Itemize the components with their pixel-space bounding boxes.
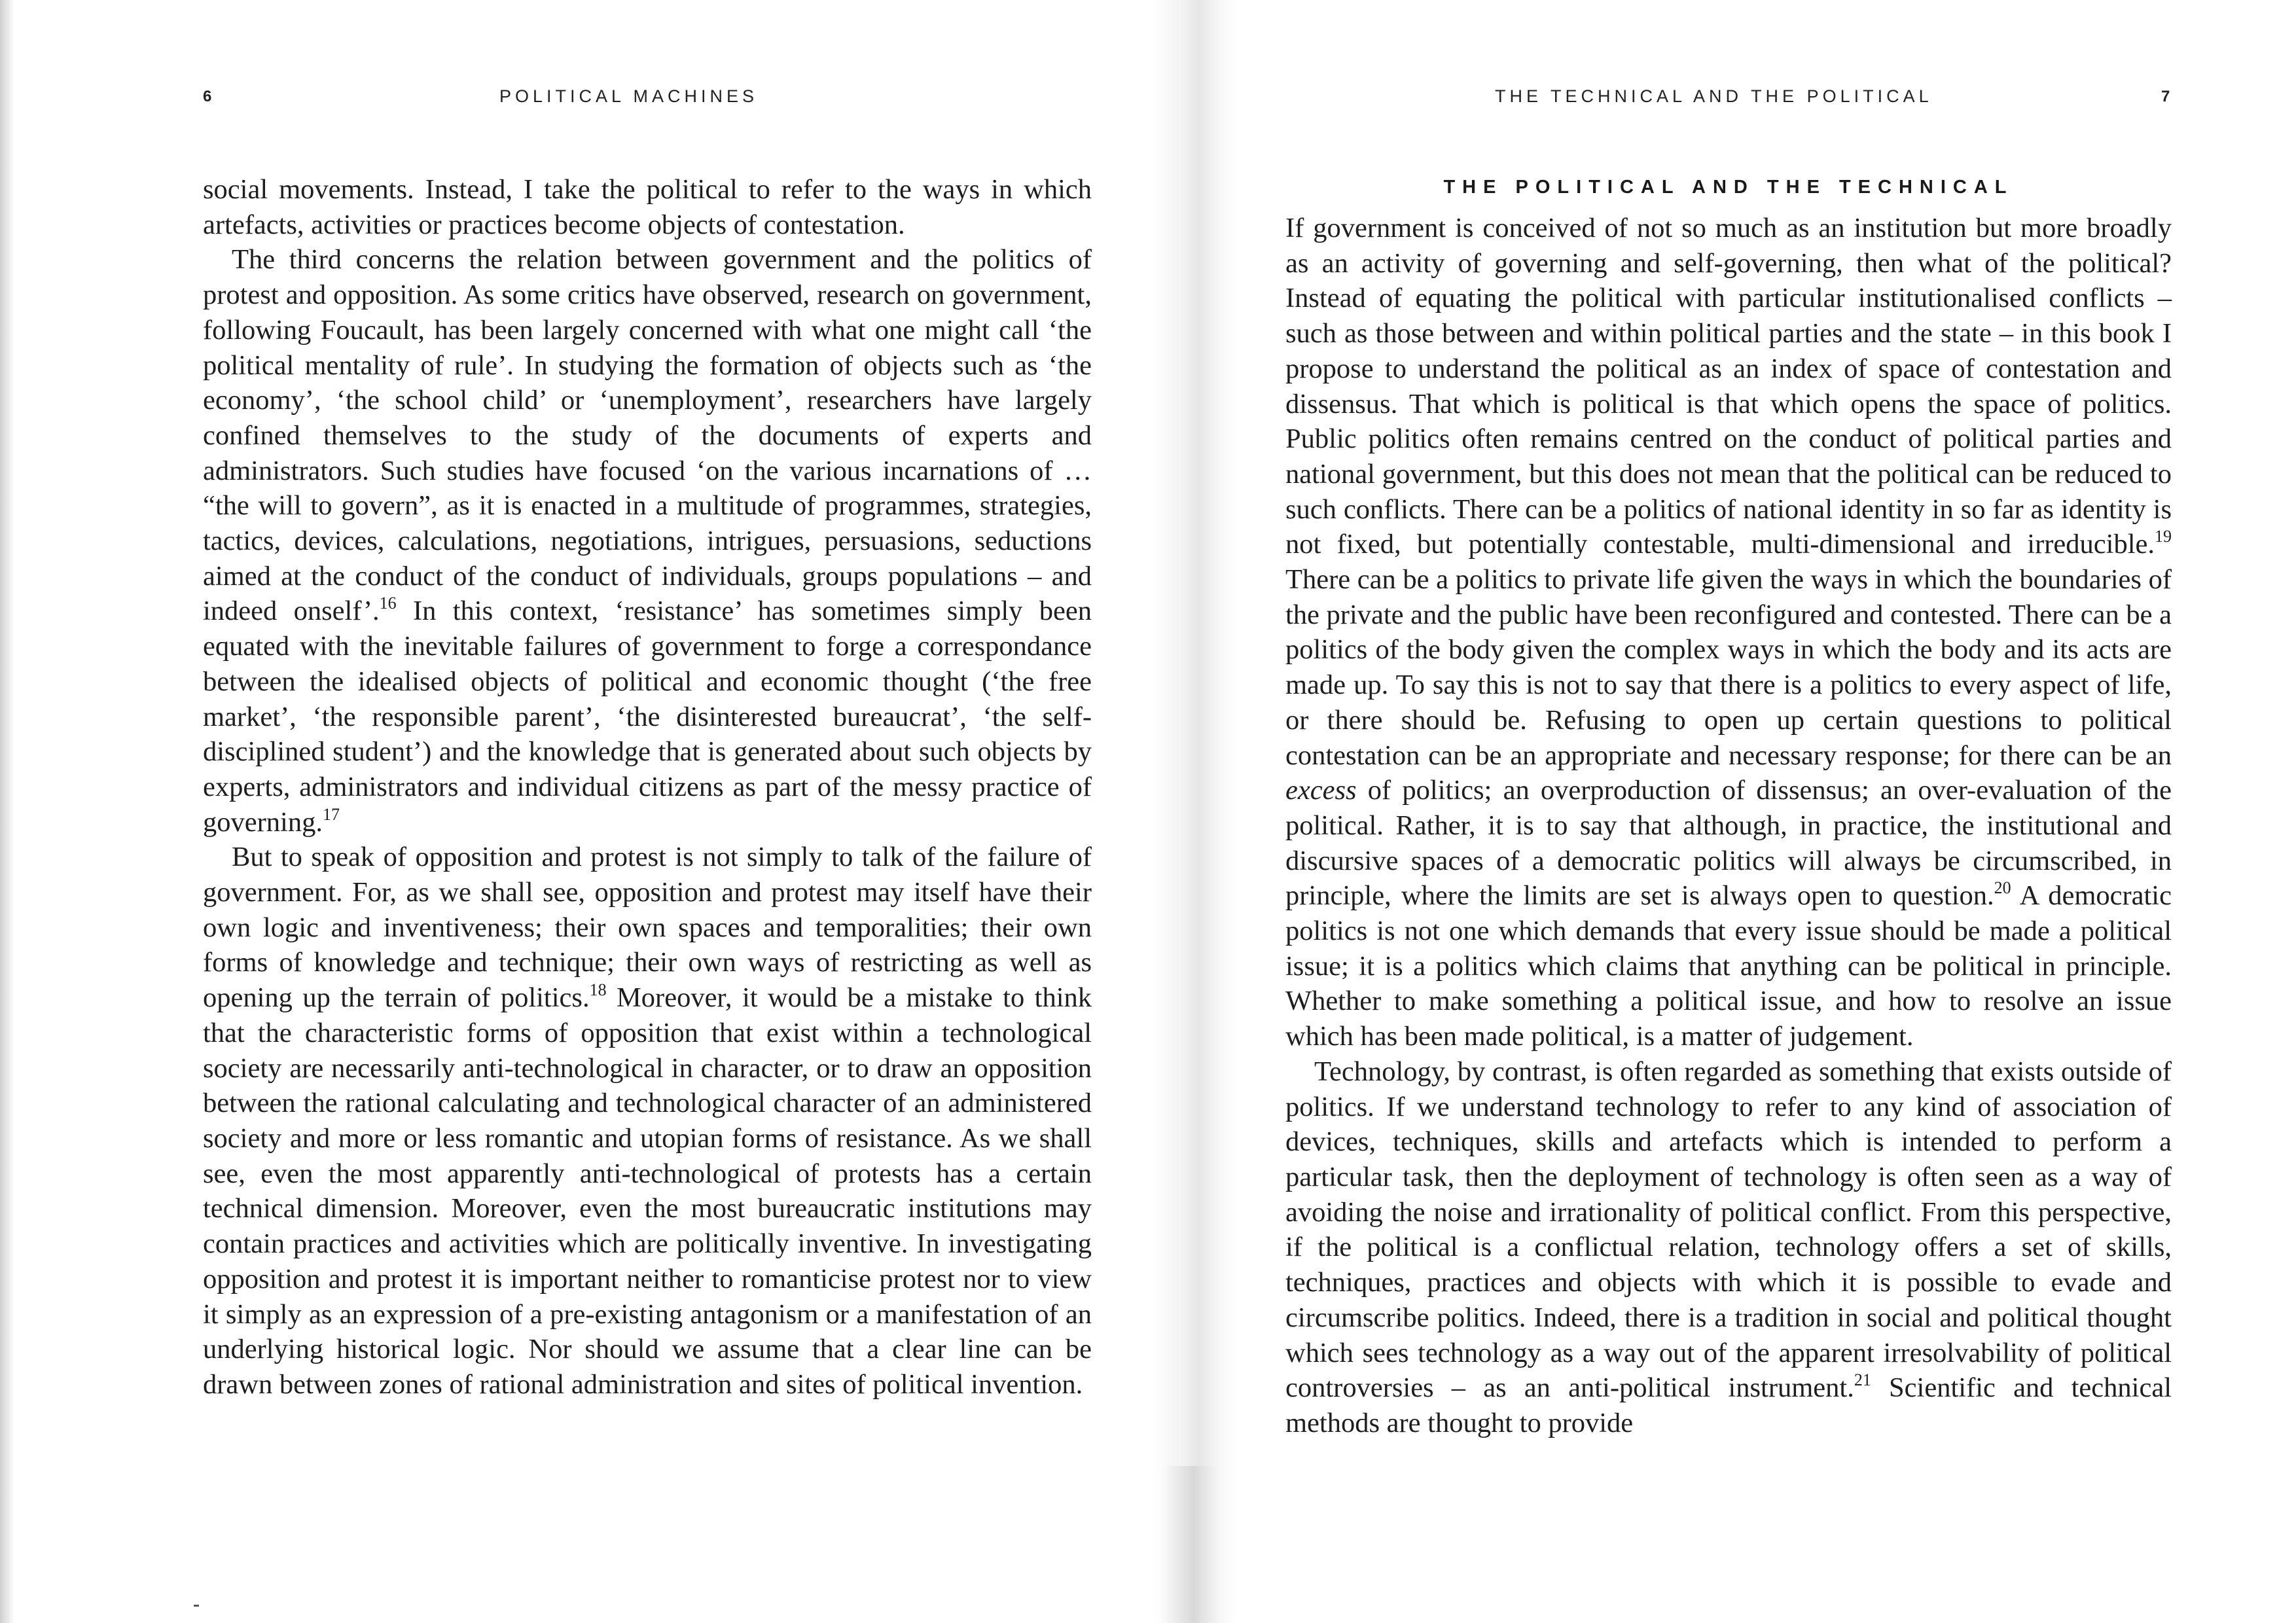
right-page-number: 7 xyxy=(2161,88,2170,105)
footnote-ref: 16 xyxy=(379,594,397,613)
book-gutter xyxy=(1152,0,1237,1623)
footnote-ref: 21 xyxy=(1854,1370,1871,1390)
paragraph: social movements. Instead, I take the political to refer to the ways in which artefacts, activities or practices become objects of contestation. xyxy=(203,174,1092,240)
footnote-ref: 20 xyxy=(1994,878,2011,898)
left-running-head: POLITICAL MACHINES xyxy=(499,86,759,106)
footnote-ref: 17 xyxy=(322,804,340,824)
right-running-head: THE TECHNICAL AND THE POLITICAL xyxy=(1495,86,1933,106)
scan-speck xyxy=(194,1605,199,1607)
paragraph: Technology, by contrast, is often regarded as something that exists outside of politics. If we understand technology to refer to any kind of association of devices, techniques, skills and artefacts which is intended to perform a particular task, then the deployment of technology is often seen as a way of avoiding the noise and irrationality of political conflict. From this perspective, if the political is a conflictual relation, technology offers a set of skills, techniques, practices and objects with which it is possible to evade and circumscribe politics. Indeed, there is a tradition in social and political thought which sees technology as a way out of the apparent irresolvability of political controversies – as an anti-political instrument.$^{21}$ Scientific and technical methods are thought to provide xyxy=(1285,1056,2172,1438)
paragraph: The third concerns the relation between government and the politics of protest and opposition. As some critics have observed, research on government, following Foucault, has been largely concerned with what one might call ‘the political mentality of rule’. In studying the formation of objects such as ‘the economy’, ‘the school child’ or ‘unemployment’, researchers have largely confined themselves to the study of the documents of experts and administrators. Such studies have focused ‘on the various incarnations of … “the will to govern”, as it is enacted in a multitude of programmes, strategies, tactics, devices, calculations, negotiations, intrigues, persuasions, seductions aimed at the conduct of the conduct of individuals, groups populations – and indeed onself’.$^{16}$ In this context, ‘resistance’ has sometimes simply been equated with the inevitable failures of government to forge a correspondance between the idealised objects of political and economic thought (‘the free market’, ‘the responsible parent’, ‘the disinterested bureaucrat’, ‘the self-disciplined student’) and the knowledge that is generated about such objects by experts, administrators and individual citizens as part of the messy practice of governing.$^{17}$ xyxy=(203,244,1092,838)
paragraph: If government is conceived of not so much as an institution but more broadly as an activity of governing and self-governing, then what of the political? Instead of equating the political with particular institutionalised conflicts – such as those between and within political parties and the state – in this book I propose to understand the political as an index of space of contestation and dissensus. That which is political is that which opens the space of politics. Public politics often remains centred on the conduct of political parties and national government, but this does not mean that the political can be reduced to such conflicts. There can be a politics of national identity in so far as identity is not fixed, but potentially contestable, multi-dimensional and irreducible.$^{19}$ There can be a politics to private life given the ways in which the boundaries of the private and the public have been reconfigured and contested. There can be a politics of the body given the complex ways in which the body and its acts are made up. To say this is not to say that there is a politics to every aspect of life, or there should be. Refusing to open up certain questions to political contestation can be an appropriate and necessary response; for there can be an excess of politics; an overproduction of dissensus; an over-evaluation of the political. Rather, it is to say that although, in practice, the institutional and discursive spaces of a democratic politics will always be circumscribed, in principle, where the limits are set is always open to question.$^{20}$ A democratic politics is not one which demands that every issue should be made a political issue; it is a politics which claims that anything can be political in principle. Whether to make something a political issue, and how to resolve an issue which has been made political, is a matter of judgement. xyxy=(1285,213,2172,1052)
right-page-body xyxy=(1285,211,2172,1441)
section-heading: THE POLITICAL AND THE TECHNICAL xyxy=(1443,177,2014,198)
left-page-number: 6 xyxy=(203,88,212,105)
emphasis: excess xyxy=(1285,775,1357,806)
paragraph: But to speak of opposition and protest is not simply to talk of the failure of government. For, as we shall see, opposition and protest may itself have their own logic and inventiveness; their own spaces and temporalities; their own forms of knowledge and technique; their own ways of restricting as well as opening up the terrain of politics.$^{18}$ Moreover, it would be a mistake to think that the characteristic forms of opposition that exist within a technological society are necessarily anti-technological in character, or to draw an opposition between the rational calculating and technological character of an administered society and more or less romantic and utopian forms of resistance. As we shall see, even the most apparently anti-technological of protests has a certain technical dimension. Moreover, even the most bureaucratic institutions may contain practices and activities which are politically inventive. In investigating opposition and protest it is important neither to romanticise protest nor to view it simply as an expression of a pre-existing antagonism or a manifestation of an underlying historical logic. Nor should we assume that a clear line can be drawn between zones of rational administration and sites of political invention. xyxy=(203,842,1092,1400)
footnote-ref: 19 xyxy=(2155,527,2172,546)
left-page-body xyxy=(203,172,1092,1402)
gutter-shadow xyxy=(1158,1466,1217,1623)
footnote-ref: 18 xyxy=(589,980,607,1000)
